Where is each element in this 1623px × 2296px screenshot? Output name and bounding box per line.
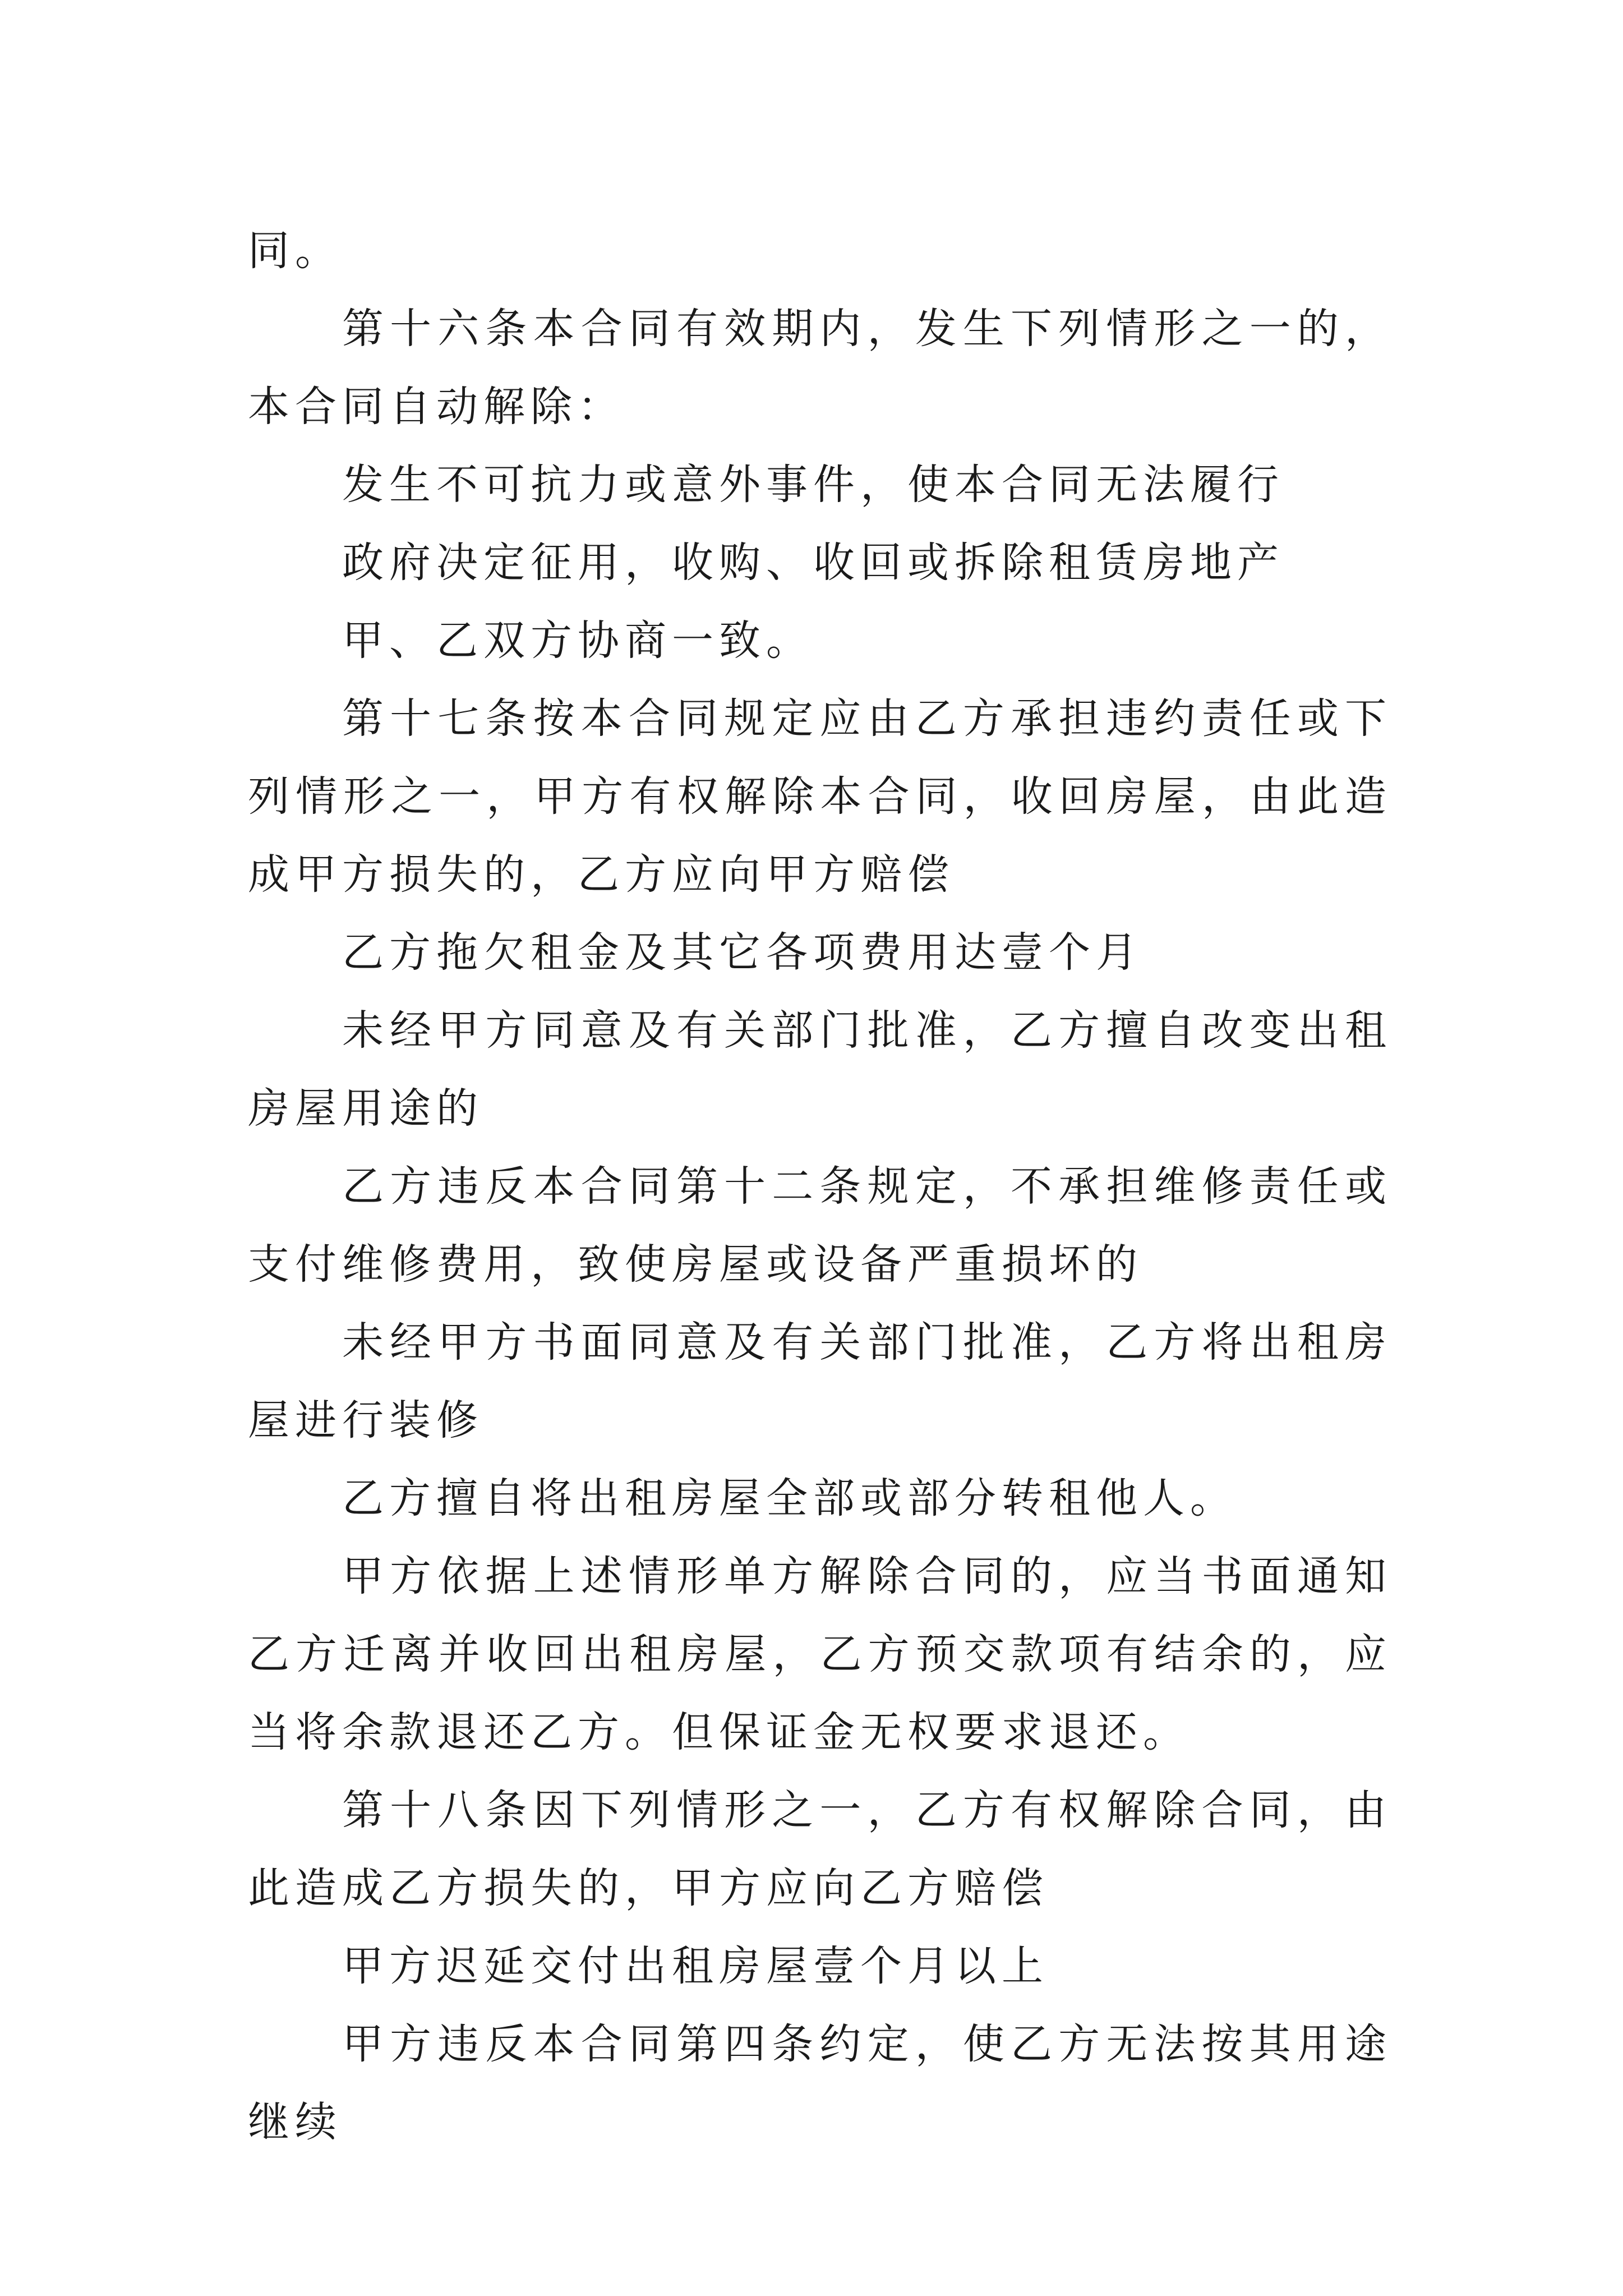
paragraph: 甲方违反本合同第四条约定，使乙方无法按其用途继续 [248,2020,1392,2146]
paragraph: 第十六条本合同有效期内，发生下列情形之一的，本合同自动解除： [248,305,1392,431]
paragraph: 乙方拖欠租金及其它各项费用达壹个月 [342,928,1143,977]
paragraph: 未经甲方同意及有关部门批准，乙方擅自改变出租房屋用途的 [248,1006,1392,1133]
paragraph: 甲方迟延交付出租房屋壹个月以上 [342,1942,1049,1990]
paragraph: 政府决定征用，收购、收回或拆除租赁房地产 [342,539,1284,587]
paragraph: 甲、乙双方协商一致。 [342,616,813,665]
paragraph: 甲方依据上述情形单方解除合同的，应当书面通知乙方迁离并收回出租房屋，乙方预交款项有结余的，应当将余款退还乙方。但保证金无权要求退还。 [248,1552,1392,1756]
paragraph: 第十七条按本合同规定应由乙方承担违约责任或下列情形之一，甲方有权解除本合同，收回房屋，由此造成甲方损失的，乙方应向甲方赔偿 [248,694,1392,899]
paragraph: 第十八条因下列情形之一，乙方有权解除合同，由此造成乙方损失的，甲方应向乙方赔偿 [248,1786,1392,1912]
paragraph: 发生不可抗力或意外事件，使本合同无法履行 [342,461,1284,509]
contract-text [248,212,1392,2161]
paragraph: 乙方违反本合同第十二条规定，不承担维修责任或支付维修费用，致使房屋或设备严重损坏的 [248,1162,1392,1289]
paragraph: 同。 [248,227,342,275]
paragraph: 乙方擅自将出租房屋全部或部分转租他人。 [342,1474,1237,1522]
paragraph: 未经甲方书面同意及有关部门批准，乙方将出租房屋进行装修 [248,1318,1392,1444]
